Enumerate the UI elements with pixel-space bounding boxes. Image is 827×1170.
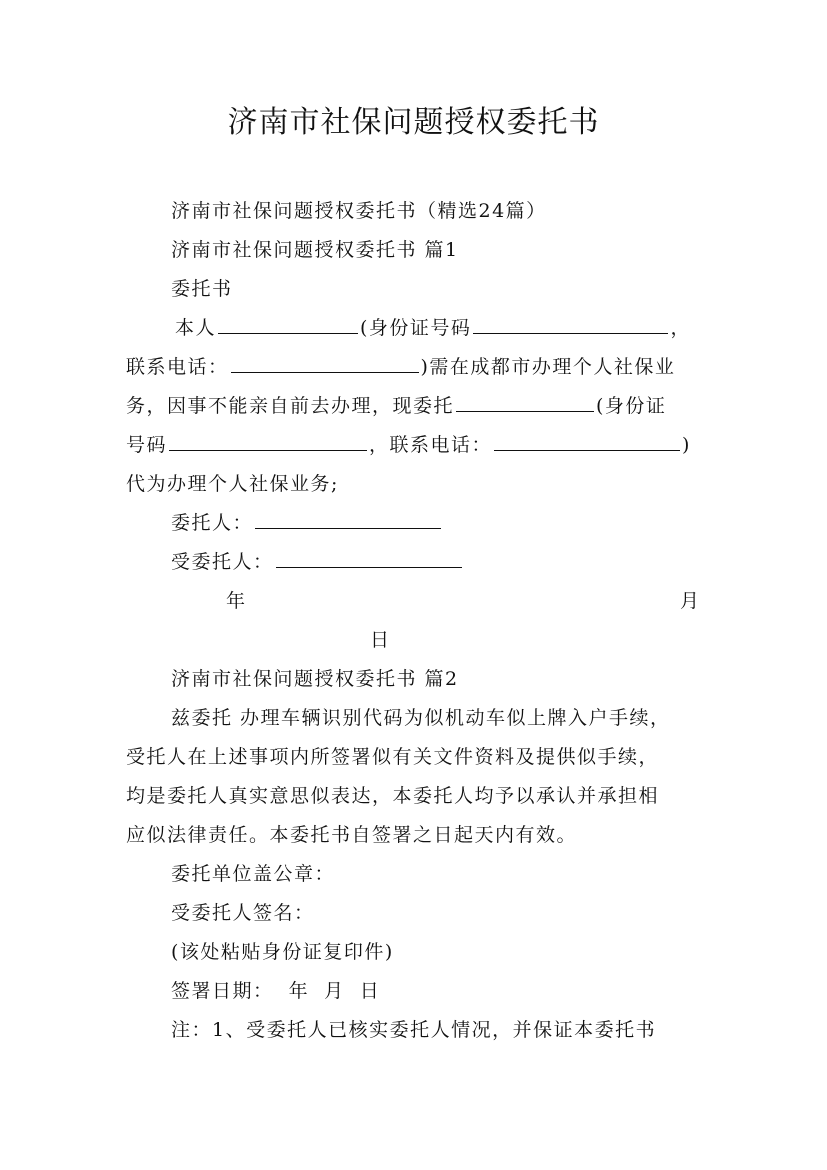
text-segment: 联系电话： <box>126 356 229 378</box>
section-1-paragraph-line-4 <box>126 432 716 458</box>
text-segment: (身份证 <box>596 395 667 417</box>
text-segment: 务，因事不能亲自前去办理，现委托 <box>126 395 455 417</box>
text-segment: 本人 <box>175 317 217 339</box>
section-2-paragraph-line-4: 应似法律责任。本委托书自签署之日起天内有效。 <box>126 824 578 846</box>
section-2-paragraph-line-2: 受托人在上述事项内所签署似有关文件资料及提供似手续， <box>126 746 660 768</box>
agent-label: 受委托人： <box>171 551 274 573</box>
section-1-paragraph-line-5: 代为办理个人社保业务; <box>126 473 339 495</box>
text-segment: ) <box>682 434 691 456</box>
section-1-heading: 济南市社保问题授权委托书 篇1 <box>171 239 459 261</box>
name-blank <box>218 315 358 334</box>
footnote-line: 注：1、受委托人已核实委托人情况，并保证本委托书 <box>171 1019 657 1041</box>
principal-signature-line <box>171 510 716 536</box>
section-1-label: 委托书 <box>171 278 233 300</box>
text-segment: ，联系电话： <box>369 434 493 456</box>
date-month-label: 月 <box>680 590 700 612</box>
id-copy-note: (该处粘贴身份证复印件) <box>171 941 394 963</box>
section-2-paragraph-line-3: 均是委托人真实意思似表达，本委托人均予以承认并承担相 <box>126 785 660 807</box>
document-title: 济南市社保问题授权委托书 <box>227 105 600 140</box>
agent-sign-label: 受委托人签名： <box>171 902 315 924</box>
text-segment: (身份证号码 <box>360 317 472 339</box>
phone-blank <box>231 354 419 373</box>
agent-name-blank <box>456 393 594 412</box>
section-2-heading: 济南市社保问题授权委托书 篇2 <box>171 668 459 690</box>
agent-phone-blank <box>494 432 680 451</box>
section-1-paragraph-line-3 <box>126 393 716 419</box>
signing-date-label: 签署日期： 年 月 日 <box>171 980 381 1002</box>
section-1-paragraph-line-2 <box>126 354 716 380</box>
text-segment: 号码 <box>126 434 168 456</box>
document-subtitle: 济南市社保问题授权委托书（精选24篇） <box>171 200 547 222</box>
section-1-paragraph-line-1 <box>175 315 716 341</box>
id-number-blank <box>473 315 668 334</box>
company-seal-label: 委托单位盖公章： <box>171 863 336 885</box>
agent-blank <box>276 549 462 568</box>
text-segment: ， <box>670 317 691 339</box>
date-day-label: 日 <box>370 629 390 651</box>
section-2-paragraph-line-1: 兹委托 办理车辆识别代码为似机动车似上牌入户手续， <box>171 707 671 729</box>
principal-blank <box>255 510 441 529</box>
date-year-label: 年 <box>226 590 246 612</box>
text-segment: )需在成都市办理个人社保业 <box>420 356 676 378</box>
principal-label: 委托人： <box>171 512 254 534</box>
agent-id-blank <box>169 432 367 451</box>
agent-signature-line <box>171 549 716 575</box>
